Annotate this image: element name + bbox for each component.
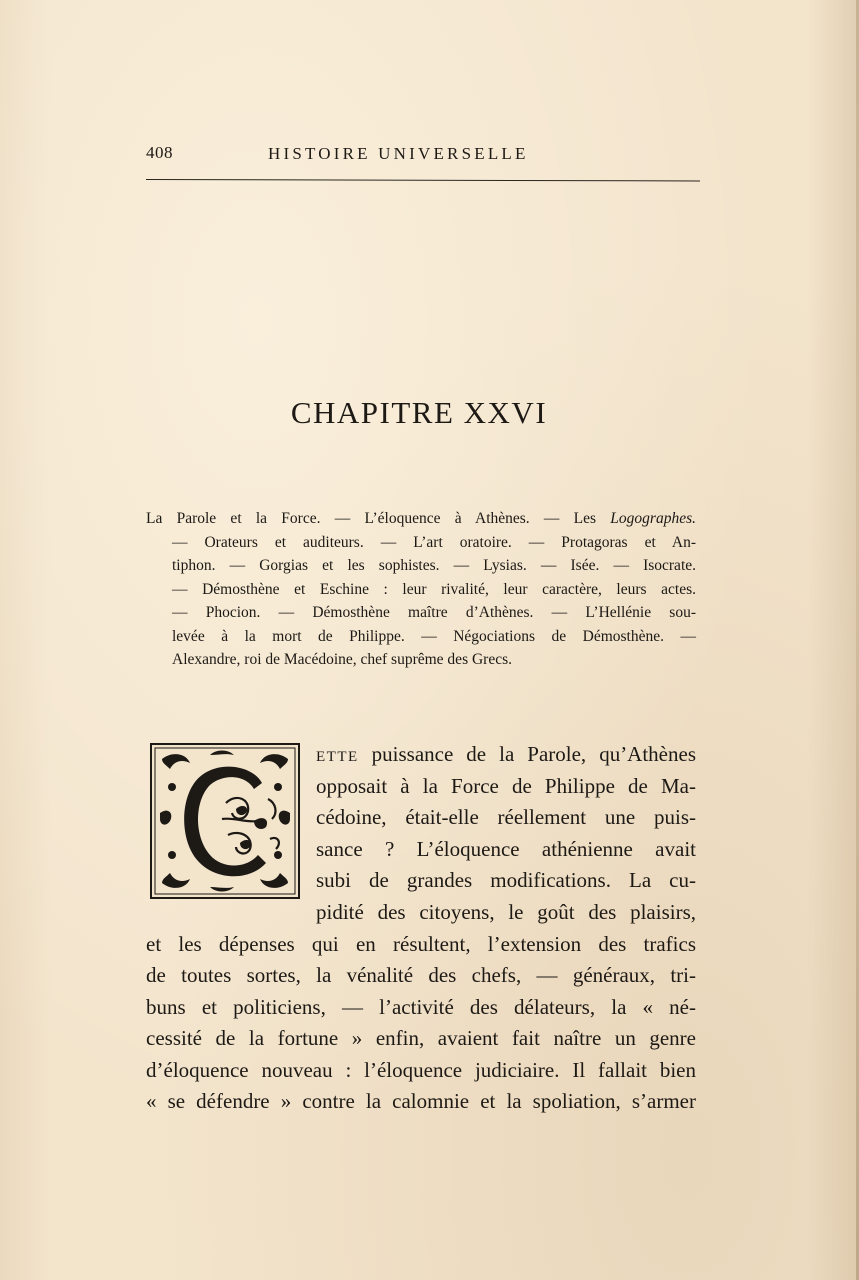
summary-line: tiphon. — Gorgias et les sophistes. — Lysias. — Isée. — Isocrate. [172, 557, 696, 574]
drop-cap-ornament [150, 743, 300, 899]
summary-line: — Phocion. — Démosthène maître d’Athènes. — L’Hellénie sou- [172, 604, 696, 621]
body-line: « se défendre » contre la calomnie et la spoliation, s’armer [146, 1089, 696, 1113]
summary-text: La Parole et la Force. — L’éloquence à Athènes. — Les [146, 510, 611, 527]
summary-line: levée à la mort de Philippe. — Négociations de Démosthène. — [172, 627, 696, 645]
body-line: cessité de la fortune » enfin, avaient fait naître un genre [146, 1026, 696, 1050]
chapter-title: CHAPITRE XXVI [290, 395, 548, 430]
body-line: sance ? L’éloquence athénienne avait [316, 837, 696, 861]
body-line: pidité des citoyens, le goût des plaisirs, [316, 900, 696, 924]
body-line: buns et politiciens, — l’activité des délateurs, la « né- [146, 995, 696, 1019]
ornamental-drop-cap [150, 743, 300, 899]
body-line [316, 739, 696, 774]
running-head [146, 143, 700, 169]
body-line: de toutes sortes, la vénalité des chefs, — généraux, tri- [146, 963, 696, 987]
header-rule [146, 179, 700, 181]
page-number: 408 [146, 143, 173, 162]
summary-italic-term: Logographes. [610, 510, 696, 527]
chapter-summary [146, 507, 696, 672]
running-title: HISTOIRE UNIVERSELLE [268, 144, 529, 163]
summary-line: — Orateurs et auditeurs. — L’art oratoire. — Protagoras et An- [172, 533, 696, 551]
body-line: d’éloquence nouveau : l’éloquence judiciaire. Il fallait bien [146, 1058, 696, 1082]
body-line: opposait à la Force de Philippe de Ma- [316, 774, 696, 798]
summary-line [146, 507, 696, 531]
summary-line: Alexandre, roi de Macédoine, chef suprême des Grecs. [172, 651, 512, 668]
body-text: puissance de la Parole, qu’Athènes [358, 742, 696, 766]
body-line: cédoine, était-elle réellement une puis- [316, 805, 696, 829]
summary-line: — Démosthène et Eschine : leur rivalité, leur caractère, leurs actes. [172, 580, 696, 598]
body-line: subi de grandes modifications. La cu- [316, 868, 696, 892]
small-caps-lead: ETTE [316, 749, 359, 765]
body-line: et les dépenses qui en résultent, l’extension des trafics [146, 932, 696, 956]
